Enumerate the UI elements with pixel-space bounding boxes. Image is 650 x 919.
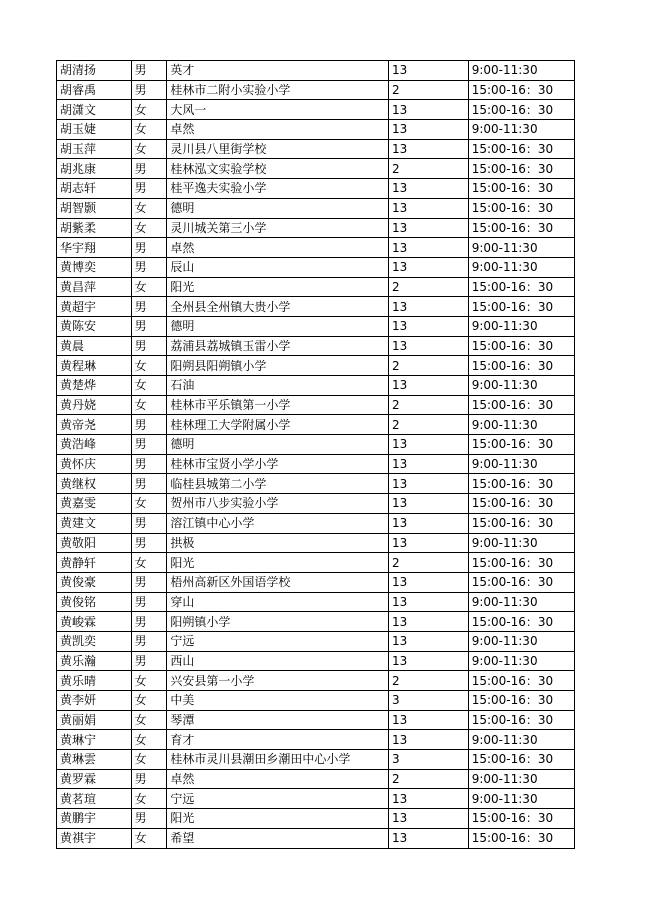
grade-cell: 13	[389, 238, 469, 258]
student-name-cell: 黄超宇	[57, 297, 132, 317]
table-row	[57, 139, 575, 159]
table-row	[57, 474, 575, 494]
gender-cell: 男	[131, 513, 167, 533]
school-cell: 桂林泓文实验学校	[167, 159, 389, 179]
school-cell: 希望	[167, 828, 389, 848]
school-cell: 荔浦县荔城镇玉雷小学	[167, 336, 389, 356]
grade-cell: 2	[389, 356, 469, 376]
gender-cell: 男	[131, 415, 167, 435]
school-cell: 德明	[167, 198, 389, 218]
grade-cell: 13	[389, 710, 469, 730]
gender-cell: 男	[131, 257, 167, 277]
grade-cell: 2	[389, 415, 469, 435]
time-slot-cell: 15:00-16：30	[468, 750, 574, 770]
time-slot-cell: 9:00-11:30	[468, 769, 574, 789]
table-row	[57, 395, 575, 415]
table-row	[57, 828, 575, 848]
school-cell: 贺州市八步实验小学	[167, 494, 389, 514]
student-name-cell: 黄鹏宇	[57, 809, 132, 829]
table-row	[57, 120, 575, 140]
time-slot-cell: 15:00-16：30	[468, 356, 574, 376]
gender-cell: 男	[131, 297, 167, 317]
grade-cell: 13	[389, 61, 469, 81]
school-cell: 拱极	[167, 533, 389, 553]
gender-cell: 女	[131, 356, 167, 376]
table-row	[57, 750, 575, 770]
grade-cell: 13	[389, 454, 469, 474]
gender-cell: 女	[131, 671, 167, 691]
student-name-cell: 胡智颢	[57, 198, 132, 218]
time-slot-cell: 9:00-11:30	[468, 789, 574, 809]
gender-cell: 男	[131, 651, 167, 671]
grade-cell: 13	[389, 572, 469, 592]
school-cell: 兴安县第一小学	[167, 671, 389, 691]
gender-cell: 男	[131, 612, 167, 632]
gender-cell: 女	[131, 750, 167, 770]
student-name-cell: 黄嘉雯	[57, 494, 132, 514]
grade-cell: 13	[389, 494, 469, 514]
grade-cell: 13	[389, 612, 469, 632]
time-slot-cell: 9:00-11:30	[468, 454, 574, 474]
table-row	[57, 218, 575, 238]
time-slot-cell: 9:00-11:30	[468, 631, 574, 651]
gender-cell: 男	[131, 533, 167, 553]
school-cell: 辰山	[167, 257, 389, 277]
gender-cell: 男	[131, 631, 167, 651]
gender-cell: 男	[131, 592, 167, 612]
table-row	[57, 671, 575, 691]
roster-table	[56, 60, 575, 849]
time-slot-cell: 9:00-11:30	[468, 316, 574, 336]
table-row	[57, 61, 575, 81]
gender-cell: 女	[131, 100, 167, 120]
grade-cell: 13	[389, 179, 469, 199]
gender-cell: 女	[131, 218, 167, 238]
table-row	[57, 809, 575, 829]
student-name-cell: 黄峻霖	[57, 612, 132, 632]
school-cell: 桂林市灵川县潮田乡潮田中心小学	[167, 750, 389, 770]
gender-cell: 女	[131, 494, 167, 514]
time-slot-cell: 15:00-16：30	[468, 218, 574, 238]
table-row	[57, 238, 575, 258]
table-row	[57, 415, 575, 435]
school-cell: 灵川县八里街学校	[167, 139, 389, 159]
table-row	[57, 651, 575, 671]
table-row	[57, 435, 575, 455]
time-slot-cell: 15:00-16：30	[468, 513, 574, 533]
table-row	[57, 691, 575, 711]
school-cell: 溶江镇中心小学	[167, 513, 389, 533]
table-row	[57, 257, 575, 277]
table-row	[57, 277, 575, 297]
table-row	[57, 356, 575, 376]
grade-cell: 13	[389, 828, 469, 848]
grade-cell: 3	[389, 691, 469, 711]
school-cell: 卓然	[167, 120, 389, 140]
school-cell: 卓然	[167, 238, 389, 258]
student-name-cell: 黄陈安	[57, 316, 132, 336]
table-row	[57, 454, 575, 474]
time-slot-cell: 15:00-16：30	[468, 612, 574, 632]
student-name-cell: 黄昌萍	[57, 277, 132, 297]
table-row	[57, 513, 575, 533]
school-cell: 梧州高新区外国语学校	[167, 572, 389, 592]
table-row	[57, 159, 575, 179]
school-cell: 育才	[167, 730, 389, 750]
student-name-cell: 胡兆康	[57, 159, 132, 179]
student-name-cell: 胡志轩	[57, 179, 132, 199]
student-name-cell: 黄俊豪	[57, 572, 132, 592]
time-slot-cell: 15:00-16：30	[468, 395, 574, 415]
school-cell: 临桂县城第二小学	[167, 474, 389, 494]
time-slot-cell: 9:00-11:30	[468, 61, 574, 81]
student-name-cell: 黄帝尧	[57, 415, 132, 435]
table-row	[57, 80, 575, 100]
gender-cell: 男	[131, 435, 167, 455]
student-name-cell: 黄琳雲	[57, 750, 132, 770]
time-slot-cell: 9:00-11:30	[468, 592, 574, 612]
table-row	[57, 553, 575, 573]
gender-cell: 女	[131, 198, 167, 218]
gender-cell: 男	[131, 316, 167, 336]
gender-cell: 男	[131, 454, 167, 474]
grade-cell: 13	[389, 139, 469, 159]
school-cell: 阳光	[167, 553, 389, 573]
gender-cell: 女	[131, 691, 167, 711]
school-cell: 桂林市平乐镇第一小学	[167, 395, 389, 415]
time-slot-cell: 15:00-16：30	[468, 80, 574, 100]
grade-cell: 2	[389, 395, 469, 415]
table-row	[57, 376, 575, 396]
grade-cell: 13	[389, 592, 469, 612]
grade-cell: 13	[389, 651, 469, 671]
grade-cell: 13	[389, 316, 469, 336]
grade-cell: 13	[389, 513, 469, 533]
grade-cell: 2	[389, 553, 469, 573]
time-slot-cell: 15:00-16：30	[468, 179, 574, 199]
time-slot-cell: 9:00-11:30	[468, 651, 574, 671]
student-name-cell: 黄李妍	[57, 691, 132, 711]
table-row	[57, 179, 575, 199]
school-cell: 穿山	[167, 592, 389, 612]
student-name-cell: 黄俊铭	[57, 592, 132, 612]
school-cell: 阳朔镇小学	[167, 612, 389, 632]
gender-cell: 男	[131, 80, 167, 100]
grade-cell: 13	[389, 533, 469, 553]
gender-cell: 男	[131, 61, 167, 81]
student-name-cell: 黄静轩	[57, 553, 132, 573]
student-name-cell: 黄丽娟	[57, 710, 132, 730]
grade-cell: 13	[389, 218, 469, 238]
time-slot-cell: 15:00-16：30	[468, 828, 574, 848]
table-row	[57, 198, 575, 218]
time-slot-cell: 15:00-16：30	[468, 198, 574, 218]
time-slot-cell: 15:00-16：30	[468, 809, 574, 829]
school-cell: 全州县全州镇大贵小学	[167, 297, 389, 317]
grade-cell: 13	[389, 631, 469, 651]
student-name-cell: 胡清扬	[57, 61, 132, 81]
student-name-cell: 黄怀庆	[57, 454, 132, 474]
time-slot-cell: 15:00-16：30	[468, 297, 574, 317]
student-name-cell: 胡玉婕	[57, 120, 132, 140]
time-slot-cell: 9:00-11:30	[468, 376, 574, 396]
roster-body	[57, 61, 575, 849]
grade-cell: 13	[389, 789, 469, 809]
table-row	[57, 789, 575, 809]
school-cell: 阳朔县阳朔镇小学	[167, 356, 389, 376]
school-cell: 阳光	[167, 277, 389, 297]
student-name-cell: 黄乐晴	[57, 671, 132, 691]
time-slot-cell: 15:00-16：30	[468, 277, 574, 297]
grade-cell: 2	[389, 769, 469, 789]
school-cell: 宁远	[167, 631, 389, 651]
gender-cell: 女	[131, 710, 167, 730]
time-slot-cell: 15:00-16：30	[468, 691, 574, 711]
grade-cell: 13	[389, 474, 469, 494]
table-row	[57, 100, 575, 120]
student-name-cell: 黄乐瀚	[57, 651, 132, 671]
table-row	[57, 316, 575, 336]
student-name-cell: 黄茗瑄	[57, 789, 132, 809]
student-name-cell: 黄继权	[57, 474, 132, 494]
grade-cell: 13	[389, 120, 469, 140]
school-cell: 灵川城关第三小学	[167, 218, 389, 238]
student-name-cell: 黄敬阳	[57, 533, 132, 553]
grade-cell: 2	[389, 80, 469, 100]
school-cell: 大风一	[167, 100, 389, 120]
gender-cell: 男	[131, 572, 167, 592]
student-name-cell: 黄博奕	[57, 257, 132, 277]
student-name-cell: 胡玉萍	[57, 139, 132, 159]
time-slot-cell: 9:00-11:30	[468, 730, 574, 750]
student-name-cell: 胡紫柔	[57, 218, 132, 238]
student-name-cell: 华宇翔	[57, 238, 132, 258]
gender-cell: 男	[131, 809, 167, 829]
student-name-cell: 黄浩峰	[57, 435, 132, 455]
student-name-cell: 黄晨	[57, 336, 132, 356]
gender-cell: 女	[131, 139, 167, 159]
time-slot-cell: 15:00-16：30	[468, 435, 574, 455]
gender-cell: 女	[131, 395, 167, 415]
gender-cell: 男	[131, 238, 167, 258]
table-row	[57, 494, 575, 514]
time-slot-cell: 15:00-16：30	[468, 553, 574, 573]
student-name-cell: 黄凯奕	[57, 631, 132, 651]
student-name-cell: 黄程琳	[57, 356, 132, 376]
student-name-cell: 黄楚烨	[57, 376, 132, 396]
student-name-cell: 黄丹娆	[57, 395, 132, 415]
school-cell: 中美	[167, 691, 389, 711]
gender-cell: 男	[131, 769, 167, 789]
school-cell: 德明	[167, 316, 389, 336]
student-name-cell: 黄祺宇	[57, 828, 132, 848]
school-cell: 桂林市二附小实验小学	[167, 80, 389, 100]
student-name-cell: 黄琳宁	[57, 730, 132, 750]
gender-cell: 女	[131, 730, 167, 750]
gender-cell: 女	[131, 789, 167, 809]
grade-cell: 13	[389, 730, 469, 750]
grade-cell: 13	[389, 198, 469, 218]
gender-cell: 女	[131, 277, 167, 297]
student-name-cell: 黄罗霖	[57, 769, 132, 789]
table-row	[57, 730, 575, 750]
grade-cell: 3	[389, 750, 469, 770]
school-cell: 宁远	[167, 789, 389, 809]
gender-cell: 女	[131, 120, 167, 140]
grade-cell: 2	[389, 159, 469, 179]
table-row	[57, 631, 575, 651]
grade-cell: 13	[389, 100, 469, 120]
grade-cell: 13	[389, 257, 469, 277]
time-slot-cell: 15:00-16：30	[468, 671, 574, 691]
grade-cell: 13	[389, 376, 469, 396]
grade-cell: 2	[389, 671, 469, 691]
school-cell: 英才	[167, 61, 389, 81]
gender-cell: 女	[131, 828, 167, 848]
school-cell: 琴潭	[167, 710, 389, 730]
gender-cell: 男	[131, 336, 167, 356]
grade-cell: 13	[389, 336, 469, 356]
gender-cell: 男	[131, 474, 167, 494]
table-row	[57, 592, 575, 612]
table-row	[57, 297, 575, 317]
time-slot-cell: 9:00-11:30	[468, 120, 574, 140]
time-slot-cell: 15:00-16：30	[468, 494, 574, 514]
school-cell: 桂林理工大学附属小学	[167, 415, 389, 435]
table-row	[57, 533, 575, 553]
time-slot-cell: 15:00-16：30	[468, 336, 574, 356]
table-row	[57, 769, 575, 789]
student-name-cell: 胡睿禹	[57, 80, 132, 100]
time-slot-cell: 15:00-16：30	[468, 474, 574, 494]
time-slot-cell: 9:00-11:30	[468, 238, 574, 258]
gender-cell: 男	[131, 159, 167, 179]
gender-cell: 女	[131, 376, 167, 396]
grade-cell: 13	[389, 435, 469, 455]
student-name-cell: 胡潇文	[57, 100, 132, 120]
school-cell: 卓然	[167, 769, 389, 789]
school-cell: 阳光	[167, 809, 389, 829]
gender-cell: 女	[131, 553, 167, 573]
time-slot-cell: 15:00-16：30	[468, 100, 574, 120]
gender-cell: 男	[131, 179, 167, 199]
student-name-cell: 黄建文	[57, 513, 132, 533]
table-row	[57, 612, 575, 632]
table-row	[57, 572, 575, 592]
school-cell: 西山	[167, 651, 389, 671]
school-cell: 石油	[167, 376, 389, 396]
time-slot-cell: 9:00-11:30	[468, 257, 574, 277]
grade-cell: 13	[389, 297, 469, 317]
table-row	[57, 710, 575, 730]
table-row	[57, 336, 575, 356]
time-slot-cell: 9:00-11:30	[468, 415, 574, 435]
time-slot-cell: 15:00-16：30	[468, 710, 574, 730]
time-slot-cell: 15:00-16：30	[468, 159, 574, 179]
time-slot-cell: 15:00-16：30	[468, 572, 574, 592]
time-slot-cell: 9:00-11:30	[468, 533, 574, 553]
time-slot-cell: 15:00-16：30	[468, 139, 574, 159]
grade-cell: 13	[389, 809, 469, 829]
school-cell: 桂林市宝贤小学小学	[167, 454, 389, 474]
grade-cell: 2	[389, 277, 469, 297]
school-cell: 桂平逸夫实验小学	[167, 179, 389, 199]
school-cell: 德明	[167, 435, 389, 455]
